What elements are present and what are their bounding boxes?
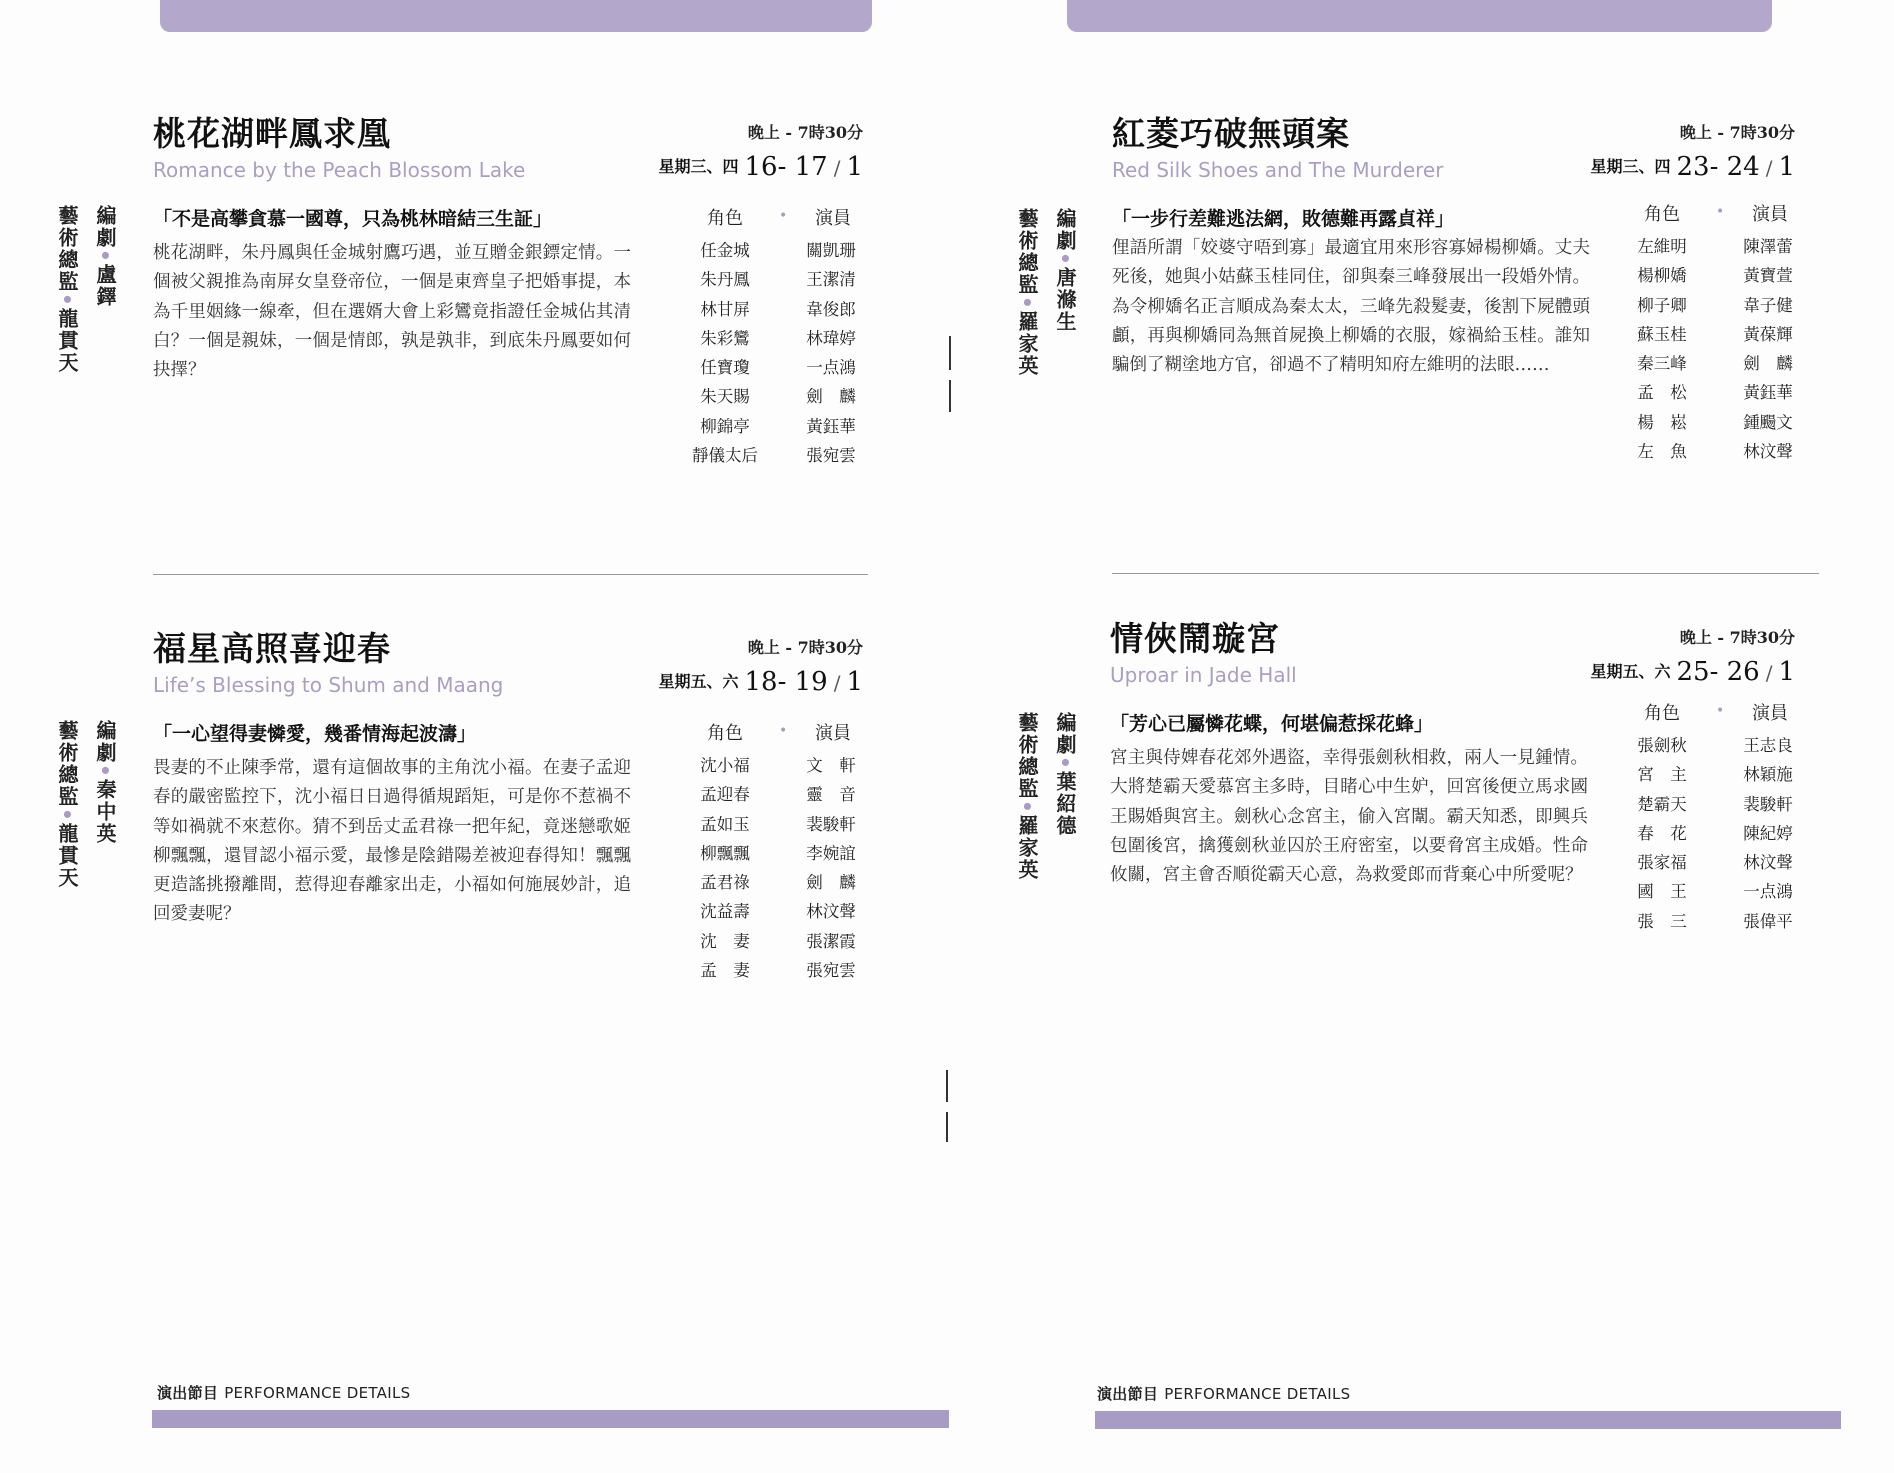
cast-role: 左維明 xyxy=(1637,237,1687,256)
show-days: 25- 26 xyxy=(1676,657,1760,687)
show-title: 情俠鬧璇宮 xyxy=(1110,619,1280,658)
cast-actor: 張宛雲 xyxy=(806,446,856,466)
cast-role: 孟君祿 xyxy=(700,873,750,893)
separator-dot-icon: • xyxy=(93,764,117,779)
cast-actor: 張偉平 xyxy=(1743,911,1793,931)
show-month: 1 xyxy=(846,667,863,697)
cast-actor: 裴駿軒 xyxy=(1743,794,1793,814)
cast-role: 張家福 xyxy=(1637,853,1687,873)
cast-actor: 韋俊郎 xyxy=(806,299,856,319)
cast-actor: 黃鈺華 xyxy=(1743,383,1793,403)
writer-label: 編劇 xyxy=(93,720,117,764)
cast-list xyxy=(685,719,875,983)
show-subtitle: Uproar in Jade Hall xyxy=(1110,663,1297,687)
show-time: 晚上 - 7時30分 xyxy=(747,123,863,142)
cast-role: 任金城 xyxy=(700,241,750,260)
cast-row xyxy=(685,808,875,837)
cast-actor: 一点鴻 xyxy=(806,358,856,378)
bullet-dot-icon: • xyxy=(779,723,788,739)
show-subtitle: Red Silk Shoes and The Murderer xyxy=(1112,158,1444,182)
separator-dot-icon: • xyxy=(55,808,79,823)
separator-dot-icon: • xyxy=(1053,756,1077,771)
footer-zh: 演出節目 xyxy=(157,1384,219,1402)
section-divider xyxy=(1112,573,1819,574)
cast-header-role: 角色 xyxy=(1644,703,1680,724)
page-footer xyxy=(1097,1383,1350,1404)
cast-row xyxy=(685,778,875,807)
cast-row xyxy=(1622,406,1812,435)
cast-actor: 劍 麟 xyxy=(806,873,856,893)
show-title: 福星高照喜迎春 xyxy=(153,629,391,668)
cast-header-role: 角色 xyxy=(1644,204,1680,225)
cast-actor: 王潔清 xyxy=(806,270,856,290)
cast-role: 左 魚 xyxy=(1637,442,1687,462)
director-label: 藝術總監 xyxy=(55,205,79,293)
cast-actor: 裴駿軒 xyxy=(806,814,856,834)
bullet-dot-icon: • xyxy=(779,208,788,224)
show-days: 23- 24 xyxy=(1676,152,1760,182)
cast-row xyxy=(1622,347,1812,376)
cast-role: 宮 主 xyxy=(1637,765,1687,785)
cast-role: 孟 妻 xyxy=(700,961,750,981)
show-section-3 xyxy=(1112,108,1795,528)
cast-row xyxy=(685,293,875,322)
show-time: 晚上 - 7時30分 xyxy=(1679,123,1795,142)
bullet-dot-icon: • xyxy=(1716,703,1725,719)
cast-actor: 鍾颺文 xyxy=(1743,412,1793,432)
cast-row xyxy=(1622,259,1812,288)
separator-dot-icon: • xyxy=(93,249,117,264)
cast-row xyxy=(685,925,875,954)
cast-list xyxy=(1622,699,1812,934)
cast-row xyxy=(1622,318,1812,347)
cast-role: 孟迎春 xyxy=(700,785,750,805)
separator-dot-icon: • xyxy=(1053,252,1077,267)
cast-row xyxy=(685,263,875,292)
cast-actor: 林汶聲 xyxy=(806,902,856,922)
cast-role: 任寶瓊 xyxy=(700,358,750,378)
cast-actor: 張潔霞 xyxy=(806,931,856,951)
cast-row xyxy=(685,866,875,895)
show-synopsis: 宮主與侍婢春花郊外遇盜，幸得張劍秋相救，兩人一見鍾情。大將楚霸天愛慕宮主多時，目睹心中生妒，回宮後便立馬求國王賜婚與宮主。劍秋心念宮主，偷入宮闈。霸天知悉，即興兵包圍後宮，擒獲劍秋並囚於王府密室，以要脅宮主成婚。性命攸關，宮主會否順從霸天心意，為救愛郎而背棄心中所愛呢？ xyxy=(1110,748,1588,886)
cast-row xyxy=(1622,758,1812,787)
cast-role: 林甘屏 xyxy=(700,299,750,319)
cast-row xyxy=(685,351,875,380)
top-tab xyxy=(1067,0,1772,32)
director-credit xyxy=(53,205,82,374)
writer-credit xyxy=(91,720,120,845)
cast-role: 楊 崧 xyxy=(1637,412,1687,432)
show-time: 晚上 - 7時30分 xyxy=(747,638,863,657)
cast-actor: 劍 麟 xyxy=(806,387,856,407)
show-month: 1 xyxy=(1778,152,1795,182)
cast-header-actor: 演員 xyxy=(815,723,851,744)
cast-role: 沈小福 xyxy=(700,756,750,775)
credits-3 xyxy=(1010,208,1080,408)
cast-row xyxy=(685,380,875,409)
show-tagline: 「芳心已屬憐花蝶，何堪偏惹採花蜂」 xyxy=(1110,713,1434,735)
top-tab xyxy=(160,0,872,32)
cast-header xyxy=(685,719,875,749)
cast-row xyxy=(1622,230,1812,259)
show-synopsis: 畏妻的不止陳季常，還有這個故事的主角沈小福。在妻子孟迎春的嚴密監控下，沈小福日日過得循規蹈矩，可是你不惹禍不等如禍就不來惹你。猜不到岳丈孟君祿一把年紀，竟迷戀歌姬柳飄飄，還冒認小福示愛，最慘是陰錯陽差被迎春得知！飄飄更造謠挑撥離間，惹得迎春離家出走，小福如何施展妙計，追回愛妻呢？ xyxy=(153,758,631,925)
cast-actor: 李婉誼 xyxy=(806,843,856,863)
cast-role: 張劍秋 xyxy=(1637,736,1687,755)
director-name: 龍貫天 xyxy=(55,822,79,889)
show-dates: 星期五、六 18- 19 / 1 xyxy=(658,667,863,697)
credits-1 xyxy=(50,205,120,405)
cast-role: 孟如玉 xyxy=(700,814,750,834)
show-section-4 xyxy=(1110,613,1795,993)
director-credit xyxy=(53,720,82,889)
writer-credit xyxy=(1051,208,1080,333)
cast-header xyxy=(685,204,875,234)
separator-dot-icon: • xyxy=(1015,800,1039,815)
show-days: 16- 17 xyxy=(744,152,828,182)
writer-label: 編劇 xyxy=(1053,712,1077,756)
writer-name: 盧鐸 xyxy=(93,263,117,308)
director-credit xyxy=(1013,712,1042,881)
writer-credit xyxy=(91,205,120,308)
show-weekdays: 星期三、四 xyxy=(1590,157,1671,176)
cast-row xyxy=(685,322,875,351)
credits-2 xyxy=(50,720,120,920)
show-dates: 星期五、六 25- 26 / 1 xyxy=(1590,657,1795,687)
cast-header-actor: 演員 xyxy=(1752,204,1788,225)
credits-4 xyxy=(1010,712,1080,912)
cast-actor: 陳澤蕾 xyxy=(1743,237,1793,256)
cast-role: 楚霸天 xyxy=(1637,794,1687,814)
director-credit xyxy=(1013,208,1042,377)
cast-header xyxy=(1622,699,1812,729)
cast-list xyxy=(685,204,875,468)
show-subtitle: Life’s Blessing to Shum and Maang xyxy=(153,673,504,697)
cast-row xyxy=(685,749,875,778)
cast-row xyxy=(1622,376,1812,405)
show-month: 1 xyxy=(1778,657,1795,687)
show-month: 1 xyxy=(846,152,863,182)
writer-name: 唐滌生 xyxy=(1053,266,1077,333)
writer-label: 編劇 xyxy=(1053,208,1077,252)
show-weekdays: 星期五、六 xyxy=(1590,662,1671,681)
cast-role: 國 王 xyxy=(1637,882,1687,902)
cast-role: 柳子卿 xyxy=(1637,295,1687,315)
cast-actor: 黃鈺華 xyxy=(806,416,856,436)
cast-actor: 文 軒 xyxy=(806,756,856,775)
show-synopsis: 桃花湖畔，朱丹鳳與任金城射鷹巧遇，並互贈金銀鏢定情。一個被父親推為南屏女皇登帝位，一個是東齊皇子把婚事提，本為千里姻緣一線牽，但在選婿大會上彩鸞竟指證任金城佔其清白？一個是親妹，一個是情郎，孰是孰非，到底朱丹鳳要如何抉擇？ xyxy=(153,243,631,381)
writer-name: 葉紹德 xyxy=(1053,770,1077,837)
cast-actor: 林瑋婷 xyxy=(806,328,856,348)
cast-role: 沈 妻 xyxy=(700,931,750,951)
director-name: 龍貫天 xyxy=(55,307,79,374)
show-weekdays: 星期五、六 xyxy=(658,672,739,691)
cast-row xyxy=(685,954,875,983)
show-time: 晚上 - 7時30分 xyxy=(1679,628,1795,647)
cast-header-role: 角色 xyxy=(707,208,743,229)
cast-row xyxy=(685,410,875,439)
footer-zh: 演出節目 xyxy=(1097,1385,1159,1403)
cast-actor: 林汶聲 xyxy=(1743,853,1793,873)
cast-actor: 靈 音 xyxy=(806,785,856,805)
cast-row xyxy=(685,234,875,263)
cast-actor: 劍 麟 xyxy=(1743,354,1793,374)
cast-actor: 黃寶萱 xyxy=(1743,266,1793,286)
bottom-bar xyxy=(152,1410,949,1428)
cast-row xyxy=(1622,875,1812,904)
show-tagline: 「不是高攀貪慕一國尊，只為桃林暗結三生証」 xyxy=(153,208,553,230)
cast-row xyxy=(1622,905,1812,934)
director-label: 藝術總監 xyxy=(1015,712,1039,800)
section-divider xyxy=(153,574,868,575)
cast-role: 朱天賜 xyxy=(700,387,750,407)
writer-credit xyxy=(1051,712,1080,837)
cast-role: 蘇玉桂 xyxy=(1637,324,1687,344)
cast-row xyxy=(1622,817,1812,846)
right-page xyxy=(947,0,1894,1473)
director-label: 藝術總監 xyxy=(1015,208,1039,296)
show-tagline: 「一心望得妻憐愛，幾番情海起波濤」 xyxy=(153,723,477,745)
cast-actor: 王志良 xyxy=(1743,736,1793,755)
writer-label: 編劇 xyxy=(93,205,117,249)
page-footer xyxy=(157,1382,410,1403)
show-subtitle: Romance by the Peach Blossom Lake xyxy=(153,158,526,182)
show-section-2 xyxy=(153,623,863,1003)
cast-actor: 陳紀婷 xyxy=(1743,823,1793,843)
footer-en: PERFORMANCE DETAILS xyxy=(1164,1385,1351,1403)
cast-actor: 張宛雲 xyxy=(806,961,856,981)
separator-dot-icon: • xyxy=(1015,296,1039,311)
cast-list xyxy=(1622,200,1812,464)
cast-actor: 一点鴻 xyxy=(1743,882,1793,902)
show-title: 紅菱巧破無頭案 xyxy=(1112,114,1350,153)
show-days: 18- 19 xyxy=(744,667,828,697)
cast-role: 張 三 xyxy=(1637,911,1687,931)
show-synopsis: 俚語所謂「姣婆守唔到寡」最適宜用來形容寡婦楊柳嬌。丈夫死後，她與小姑蘇玉桂同住，卻與秦三峰發展出一段婚外情。為令柳嬌名正言順成為秦太太，三峰先殺髮妻，後割下屍體頭顱，再與柳嬌同為無首屍換上柳嬌的衣服，嫁禍給玉桂。誰知騙倒了糊塗地方官，卻過不了精明知府左維明的法眼…… xyxy=(1112,238,1590,376)
cast-role: 柳飄飄 xyxy=(700,843,750,863)
cast-role: 春 花 xyxy=(1637,823,1687,843)
separator-dot-icon: • xyxy=(55,293,79,308)
show-weekdays: 星期三、四 xyxy=(658,157,739,176)
cast-role: 柳錦亭 xyxy=(700,416,750,436)
cast-actor: 黃葆輝 xyxy=(1743,324,1793,344)
writer-name: 秦中英 xyxy=(93,778,117,845)
cast-actor: 林穎施 xyxy=(1743,765,1793,785)
cast-row xyxy=(1622,289,1812,318)
show-dates: 星期三、四 23- 24 / 1 xyxy=(1590,152,1795,182)
cast-role: 朱彩鸞 xyxy=(700,328,750,348)
cast-row xyxy=(1622,729,1812,758)
cast-role: 靜儀太后 xyxy=(692,446,758,466)
bottom-bar xyxy=(1095,1411,1841,1429)
show-tagline: 「一步行差難逃法網，敗德難再露貞祥」 xyxy=(1112,208,1455,230)
show-dates: 星期三、四 16- 17 / 1 xyxy=(658,152,863,182)
cast-header-actor: 演員 xyxy=(815,208,851,229)
cast-actor: 關凱珊 xyxy=(806,241,856,260)
cast-header-actor: 演員 xyxy=(1752,703,1788,724)
show-title: 桃花湖畔鳳求凰 xyxy=(153,114,391,153)
cast-role: 孟 松 xyxy=(1637,383,1687,403)
director-label: 藝術總監 xyxy=(55,720,79,808)
director-name: 羅家英 xyxy=(1015,310,1039,377)
cast-role: 楊柳嬌 xyxy=(1637,266,1687,286)
cast-row xyxy=(1622,846,1812,875)
show-section-1 xyxy=(153,108,863,528)
cast-row xyxy=(1622,788,1812,817)
cast-role: 朱丹鳳 xyxy=(700,270,750,290)
footer-en: PERFORMANCE DETAILS xyxy=(224,1384,411,1402)
cast-row xyxy=(685,837,875,866)
cast-row xyxy=(685,895,875,924)
cast-header xyxy=(1622,200,1812,230)
cast-role: 秦三峰 xyxy=(1637,354,1687,374)
cast-header-role: 角色 xyxy=(707,723,743,744)
cast-row xyxy=(1622,435,1812,464)
cast-role: 沈益壽 xyxy=(700,902,750,922)
cast-row xyxy=(685,439,875,468)
cast-actor: 韋子健 xyxy=(1743,295,1793,315)
bullet-dot-icon: • xyxy=(1716,204,1725,220)
director-name: 羅家英 xyxy=(1015,814,1039,881)
cast-actor: 林汶聲 xyxy=(1743,442,1793,462)
